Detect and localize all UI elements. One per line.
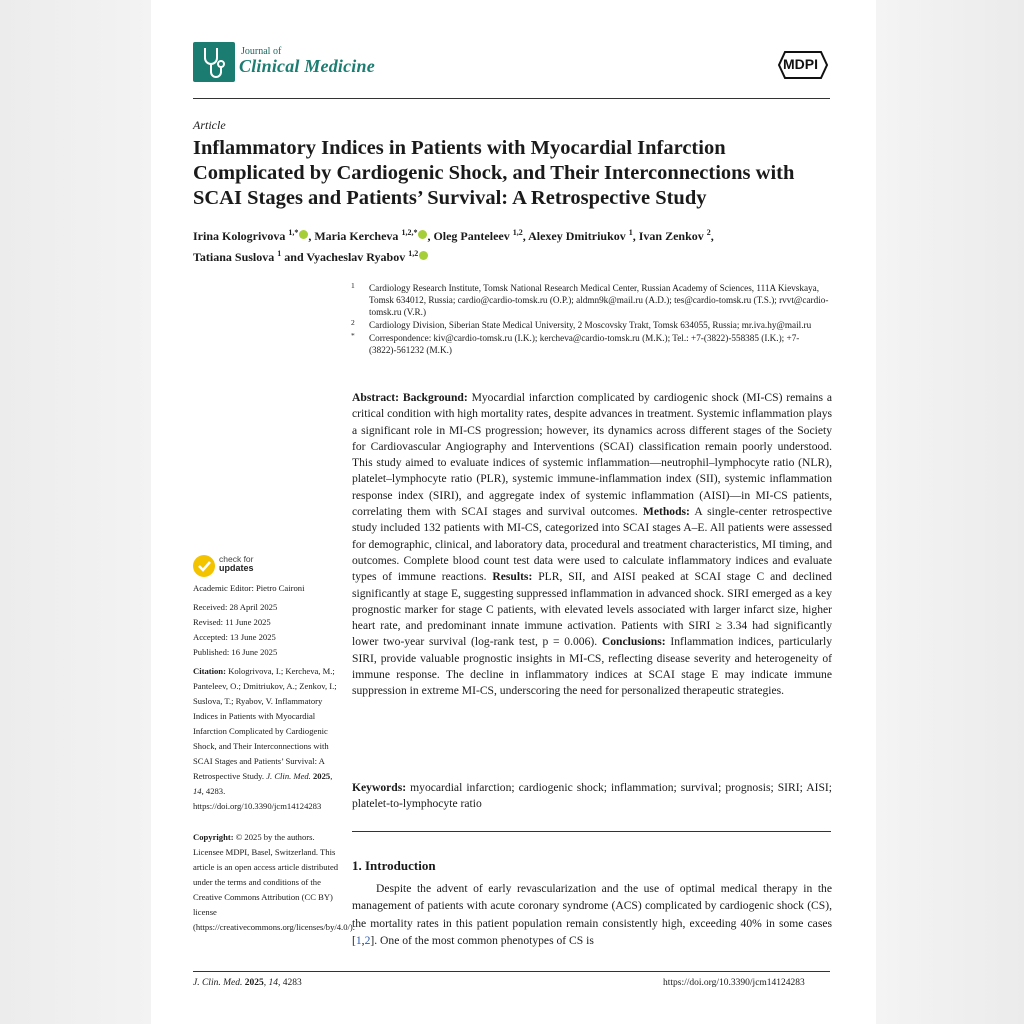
copyright-block: Copyright: © 2025 by the authors. Licensee MDPI, Basel, Switzerland. This article is an open access article distributed under the terms and conditions of the Creative Commons Attribution (CC BY) license (https://creativecommons.org/licenses/by/4.0/). (193, 832, 355, 932)
article-title: Inflammatory Indices in Patients with Myocardial Infarction Complicated by Cardiogenic Shock, and Their Interconnections with SCAI Stages and Patients’ Survival: A Retrospective Study (193, 137, 795, 209)
check-for-updates-button[interactable]: check for updates (219, 554, 254, 573)
introduction-heading: 1. Introduction (352, 858, 436, 873)
journal-name: Clinical Medicine (239, 56, 375, 76)
affiliation-item: 1 Cardiology Research Institute, Tomsk National Research Medical Center, Russian Academy of Sciences, 111A Kievskaya, Tomsk 634012, Russia; cardio@cardio-tomsk.ru (O.P.); aldmn9k@mail.ru (A.D.); tes@cardio-tomsk.ru (T.S.); rvvt@cardio-tomsk.ru (V.R.) (351, 281, 829, 318)
check-for-updates-icon[interactable] (193, 555, 215, 577)
article-type: Article (193, 118, 226, 132)
author-name: Alexey Dmitriukov $^1$ (528, 228, 633, 243)
journal-logo-icon (193, 42, 235, 82)
abstract-results: PLR, SII, and AISI peaked at SCAI stage C and declined significantly at stage E, suggesting suppressed inflammation in advanced shock. SIRI emerged as a key prognostic marker for stage C patients, with elevated levels associated with larger infarct size, higher heart rate, and predominant innate immune activation. Patients with SIRI ≥ 3.34 had significantly lower two-year survival (log-rank test, p = 0.006). (352, 570, 832, 649)
abstract-background: Myocardial infarction complicated by cardiogenic shock (MI-CS) remains a critical condition with high mortality rates, despite advances in treatment. Systemic inflammation plays a significant role in MI-CS progression; however, its dynamics across different stages of the Society for Cardiovascular Angiography and Interventions (SCAI) classification remain poorly understood. This study aimed to evaluate indices of systemic inflammation—neutrophil–lymphocyte ratio (NLR), platelet–lymphocyte ratio (PLR), systemic immune-inflammation index (SII), systemic inflammation response index (SIRI), and aggregate index of systemic inflammation (AISI)—in MI-CS patients, correlating them with SCAI stages and survival outcomes. (352, 391, 832, 519)
keywords (352, 780, 832, 813)
conclusions-label: Conclusions: (601, 635, 666, 649)
introduction-text: Despite the advent of early revascularization and the use of optimal medical therapy in the management of patients with acute coronary syndrome (ACS) complicated by cardiogenic shock (CS), the mortality rates in this patient population remain consistently high, exceeding 40% in some cases [1,2]. One of the most common phenotypes of CS is (352, 882, 832, 947)
author-list: Irina Kologrivova $^{1,*}$ , Maria Kercheva $^{1,2,*}$ , Oleg Panteleev $^{1,2}$, Alexey Dmitriukov $^1$, Ivan Zenkov $^2$, Tatiana Suslova $^1$ and Vyacheslav Ryabov $^{1,2}$ (193, 228, 714, 264)
affiliations (351, 282, 831, 358)
abstract-methods: A single-center retrospective study included 132 patients with MI-CS, categorized into SCAI stages A–E. All patients were assessed for demographic, clinical, and laboratory data, procedural and treatment characteristics, MI timing, and outcomes. Complete blood count test data were used to calculate inflammatory indices and evaluate types of immune reactions. (352, 505, 832, 584)
journal-name-small: Journal of (241, 46, 282, 57)
mdpi-logo (777, 50, 829, 80)
revised-date: Revised: 11 June 2025 (193, 617, 271, 627)
orcid-icon[interactable] (419, 251, 428, 260)
paper-page (151, 0, 876, 1024)
header-rule (193, 98, 830, 99)
orcid-icon[interactable] (299, 230, 308, 239)
author-name: Maria Kercheva $^{1,2,*}$ (314, 229, 427, 243)
affiliation-item: 2 Cardiology Division, Siberian State Medical University, 2 Moscovsky Trakt, Tomsk 634055, Russia; mr.iva.hy@mail.ru (351, 318, 812, 331)
results-label: Results: (492, 570, 533, 584)
author-name: Oleg Panteleev $^{1,2}$ (433, 228, 523, 243)
published-date: Published: 16 June 2025 (193, 647, 278, 657)
background-right (876, 0, 1024, 1024)
affiliation-item: * Correspondence: kiv@cardio-tomsk.ru (I.K.); kercheva@cardio-tomsk.ru (M.K.); Tel.: +7-(3822)-558385 (I.K.); +7-(3822)-561232 (M.K.) (351, 331, 800, 356)
citation-link-1[interactable]: 1 (355, 933, 362, 947)
background-left (0, 0, 151, 1024)
keywords-label: Keywords: (352, 781, 407, 794)
academic-editor: Academic Editor: Pietro Caironi (193, 583, 305, 593)
methods-label: Methods: (642, 505, 690, 519)
abstract-conclusions: Inflammation indices, particularly SIRI, provide valuable prognostic insights in MI-CS, reflecting disease severity and heterogeneity of immune response. The decline in inflammatory indices at SCAI stage E may indicate immune suppression in extreme MI-CS, underscoring the need for personalized therapeutic strategies. (352, 635, 832, 698)
author-name: Vyacheslav Ryabov $^{1,2}$ (306, 250, 428, 264)
author-name: Irina Kologrivova $^{1,*}$ (193, 229, 308, 243)
footer-citation: J. Clin. Med. 2025, 14, 4283 (193, 978, 302, 988)
accepted-date: Accepted: 13 June 2025 (193, 632, 276, 642)
footer-rule (193, 971, 830, 972)
abstract (352, 390, 832, 700)
abstract-label: Abstract: (352, 391, 400, 404)
keywords-rule (352, 831, 831, 832)
background-label: Background: (402, 391, 468, 404)
footer-doi[interactable]: https://doi.org/10.3390/jcm14124283 (663, 978, 805, 988)
citation-block: Citation: Kologrivova, I.; Kercheva, M.; Panteleev, O.; Dmitriukov, A.; Zenkov, I.; Suslova, T.; Ryabov, V. Inflammatory Indices in Patients with Myocardial Infarction Complicated by Cardiogenic Shock, and Their Interconnections with SCAI Stages and Patients’ Survival: A Retrospective Study. J. Clin. Med. 2025, 14, 4283. https://doi.org/10.3390/jcm14124283 (193, 666, 337, 811)
citation-link-2[interactable]: 2 (364, 933, 371, 947)
publisher-name: MDPI (783, 56, 818, 72)
received-date: Received: 28 April 2025 (193, 602, 278, 612)
author-name: Ivan Zenkov $^2$ (638, 228, 711, 243)
author-name: Tatiana Suslova $^1$ (193, 249, 282, 264)
orcid-icon[interactable] (418, 230, 427, 239)
keywords-text: myocardial infarction; cardiogenic shock; inflammation; survival; prognosis; SIRI; AISI; platelet-to-lymphocyte ratio (352, 781, 832, 811)
